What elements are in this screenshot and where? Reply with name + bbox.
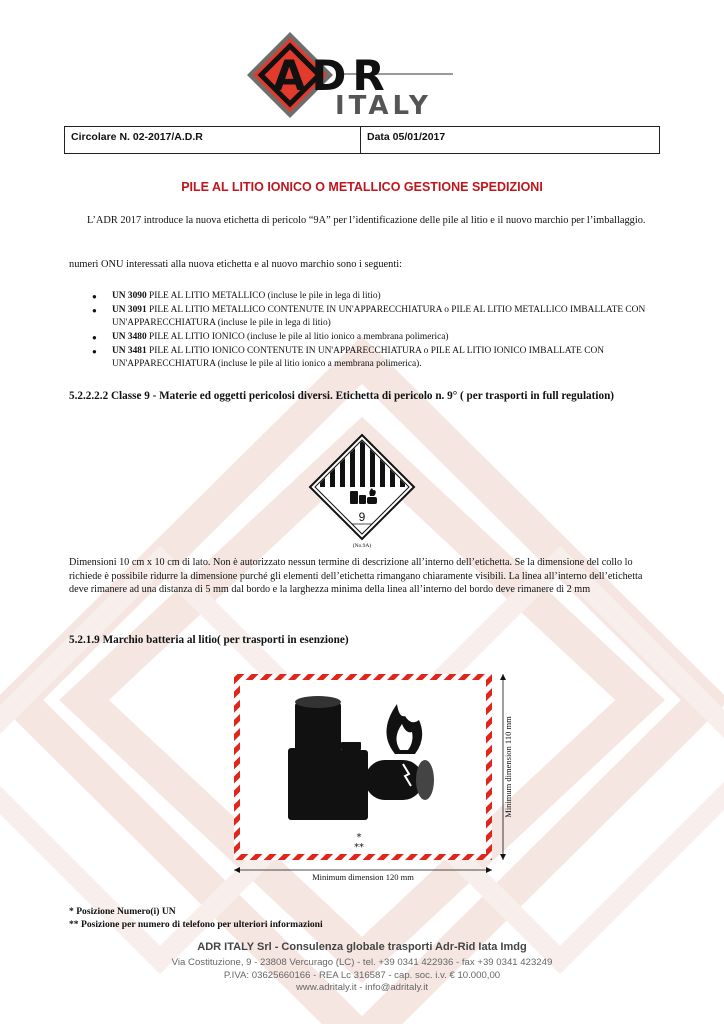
page-title: PILE AL LITIO IONICO O METALLICO GESTIONE SPEDIZIONI bbox=[181, 180, 543, 194]
un-description: PILE AL LITIO METALLICO CONTENUTE IN UN'APPARECCHIATURA o PILE AL LITIO METALLICO IMBALLATE CON UN'APPARECCHIATURA (incluse le pile in lega di litio) bbox=[112, 305, 646, 328]
un-description: PILE AL LITIO METALLICO (incluse le pile in lega di litio) bbox=[146, 291, 381, 301]
intro-paragraph: L’ADR 2017 introduce la nuova etichetta di pericolo “9A” per l’identificazione delle pile al litio e il nuovo marchio per l’imballaggio. bbox=[87, 215, 646, 226]
section-heading-class9: 5.2.2.2.2 Classe 9 - Materie ed oggetti pericolosi diversi. Etichetta di pericolo n. 9° ( per trasporti in full regulation) bbox=[69, 390, 615, 402]
un-number-placeholder: * bbox=[356, 832, 362, 843]
circolare-number: Circolare N. 02-2017/A.D.R bbox=[65, 127, 361, 153]
un-code: UN 3481 bbox=[112, 346, 147, 356]
un-description: PILE AL LITIO IONICO (incluse le pile al litio ionico a membrana polimerica) bbox=[146, 332, 449, 342]
un-code: UN 3091 bbox=[112, 305, 147, 315]
circolare-date: Data 05/01/2017 bbox=[367, 131, 446, 143]
list-item bbox=[92, 331, 658, 344]
footer-company: ADR ITALY Srl - Consulenza globale trasporti Adr-Rid Iata Imdg bbox=[197, 941, 527, 953]
footnotes bbox=[69, 905, 323, 931]
adr-italy-logo bbox=[243, 28, 483, 123]
footnote-phone-position: ** Posizione per numero di telefono per ulteriori informazioni bbox=[69, 919, 323, 930]
footer-address: Via Costituzione, 9 - 23808 Vercurago (LC) - tel. +39 0341 422936 - fax +39 0341 423249 bbox=[171, 957, 553, 968]
list-item bbox=[92, 304, 658, 330]
svg-text:ITALY: ITALY bbox=[335, 91, 432, 121]
footnote-un-position: * Posizione Numero(i) UN bbox=[69, 906, 176, 917]
height-dimension-label: Minimum dimension 110 mm bbox=[503, 716, 513, 818]
un-code: UN 3090 bbox=[112, 291, 147, 301]
label-caption: (No.9A) bbox=[352, 543, 372, 549]
un-number-list bbox=[92, 290, 658, 372]
section-heading-lithium-mark: 5.2.1.9 Marchio batteria al litio( per trasporti in esenzione) bbox=[69, 634, 349, 646]
dimensions-paragraph: Dimensioni 10 cm x 10 cm di lato. Non è autorizzato nessun termine di descrizione all’interno dell’etichetta. Se la dimensione del collo lo richiede è possibile ridurre la dimensione purché gli elementi dell’etichetta rimangano chiaramente visibili. La linea all’interno dell’etichetta deve rimanere ad una distanza di 5 mm dal bordo e la larghezza minima della linea all’interno del bordo deve rimanere di 2 mm bbox=[69, 557, 643, 596]
page-footer bbox=[0, 941, 724, 995]
un-description: PILE AL LITIO IONICO CONTENUTE IN UN'APPARECCHIATURA o PILE AL LITIO IONICO IMBALLATE CON UN'APPARECCHIATURA (incluse le pile al litio ionico a membrana polimerica). bbox=[112, 346, 605, 369]
hazard-class-number: 9 bbox=[358, 510, 366, 524]
svg-text:ADR: ADR bbox=[273, 51, 391, 100]
phone-number-placeholder: ** bbox=[354, 842, 364, 853]
hazard-label-9a bbox=[308, 433, 416, 551]
list-item bbox=[92, 290, 658, 303]
lithium-battery-mark bbox=[207, 662, 517, 889]
onu-intro-paragraph: numeri ONU interessati alla nuova etichetta e al nuovo marchio sono i seguenti: bbox=[69, 259, 402, 270]
width-dimension-label: Minimum dimension 120 mm bbox=[312, 872, 414, 882]
header-table bbox=[64, 126, 660, 154]
footer-website[interactable]: www.adritaly.it - info@adritaly.it bbox=[295, 982, 428, 993]
footer-fiscal: P.IVA: 03625660166 - REA Lc 316587 - cap. soc. i.v. € 10.000,00 bbox=[223, 969, 501, 981]
list-item bbox=[92, 345, 658, 371]
un-code: UN 3480 bbox=[112, 332, 147, 342]
